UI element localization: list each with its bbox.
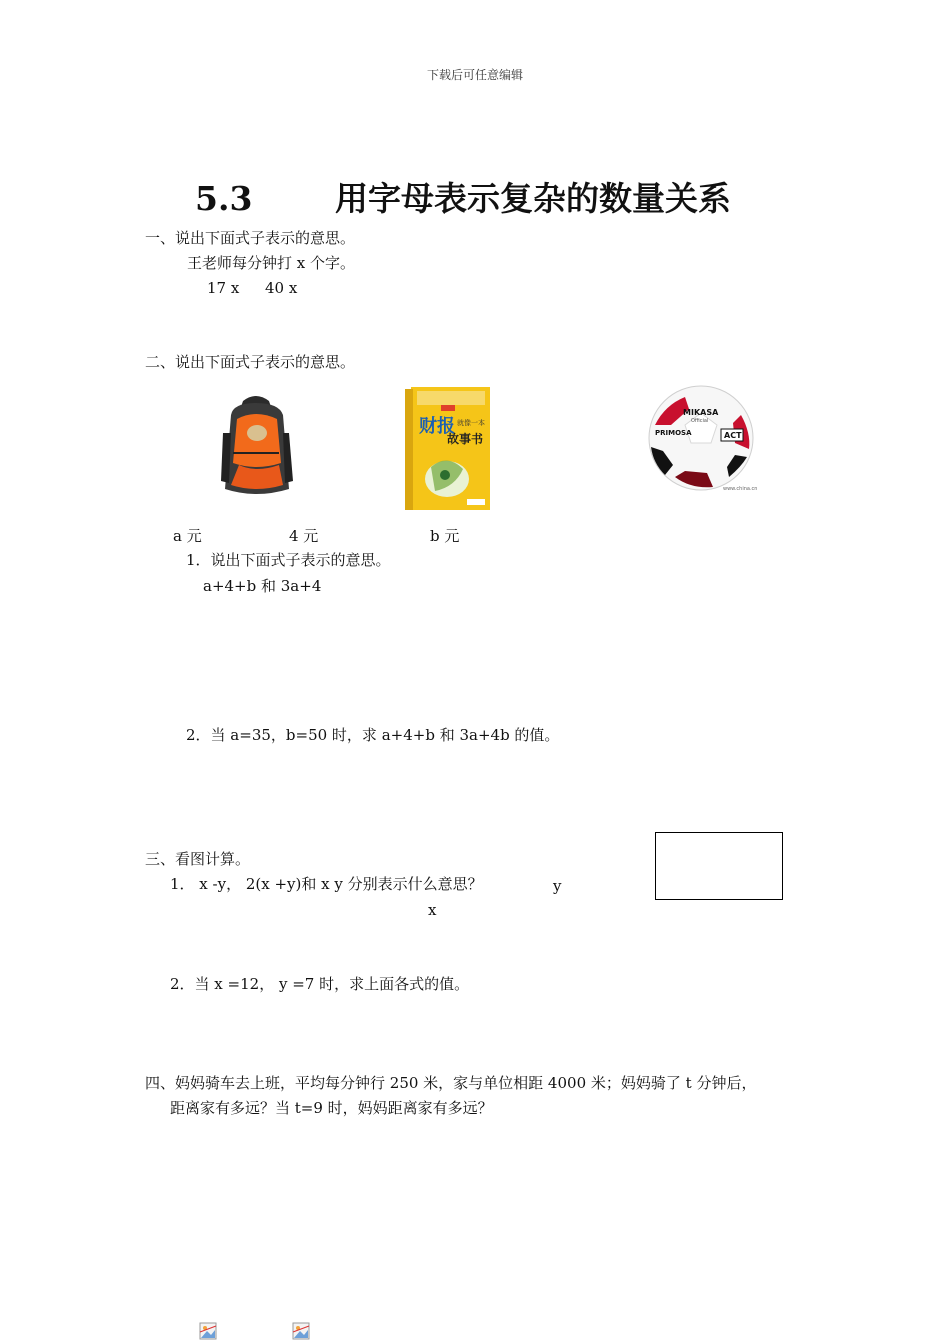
backpack-image: [213, 393, 299, 499]
price-ball: b 元: [430, 527, 460, 545]
ball-site: www.china.cn: [723, 486, 757, 492]
section2-q1: 1．说出下面式子表示的意思。: [186, 551, 391, 569]
section3-heading: 三、看图计算。: [145, 850, 251, 868]
section4-line2: 距离家有多远？当 t=9 时，妈妈距离家有多远？: [170, 1099, 493, 1117]
book-subtitle: 故事书: [447, 432, 484, 446]
section1-heading: 一、说出下面式子表示的意思。: [145, 229, 356, 247]
ball-official: Official: [691, 418, 709, 424]
rectangle-figure: [655, 832, 783, 900]
section1-expr1: 17 x: [207, 279, 240, 297]
book-image: [405, 387, 490, 510]
book-title: 财报: [419, 416, 455, 437]
figure-label-y: y: [553, 877, 562, 895]
broken-image-icon: [199, 1322, 217, 1340]
section1-expr2: 40 x: [265, 279, 298, 297]
section1-line: 王老师每分钟打 x 个字。: [187, 254, 355, 272]
figure-label-x: x: [428, 901, 437, 919]
section4-line1: 四、妈妈骑车去上班，平均每分钟行 250 米，家与单位相距 4000 米；妈妈骑了 t 分钟后，: [145, 1074, 757, 1092]
title-number: 5.3: [195, 179, 253, 218]
book-tag: 就像一本: [457, 419, 485, 427]
section3-q2: 2．当 x =12， y =7 时，求上面各式的值。: [170, 975, 470, 993]
price-book: 4 元: [289, 527, 319, 545]
section2-heading: 二、说出下面式子表示的意思。: [145, 353, 356, 371]
ball-model: PRIMOSA: [655, 429, 692, 437]
section2-q1-expr: a+4+b 和 3a+4: [203, 577, 322, 595]
ball-badge: ACT: [724, 431, 742, 440]
ball-image: [645, 385, 757, 493]
page-header: 下载后可任意编辑: [426, 68, 523, 82]
price-backpack: a 元: [173, 527, 202, 545]
section2-q2: 2．当 a=35，b=50 时，求 a+4+b 和 3a+4b 的值。: [186, 726, 560, 744]
section3-q1: 1． x -y， 2(x +y)和 x y 分别表示什么意思？: [170, 875, 483, 893]
ball-brand: MIKASA: [683, 408, 719, 417]
page-title: 用字母表示复杂的数量关系: [335, 179, 731, 218]
broken-image-icon: [292, 1322, 310, 1340]
